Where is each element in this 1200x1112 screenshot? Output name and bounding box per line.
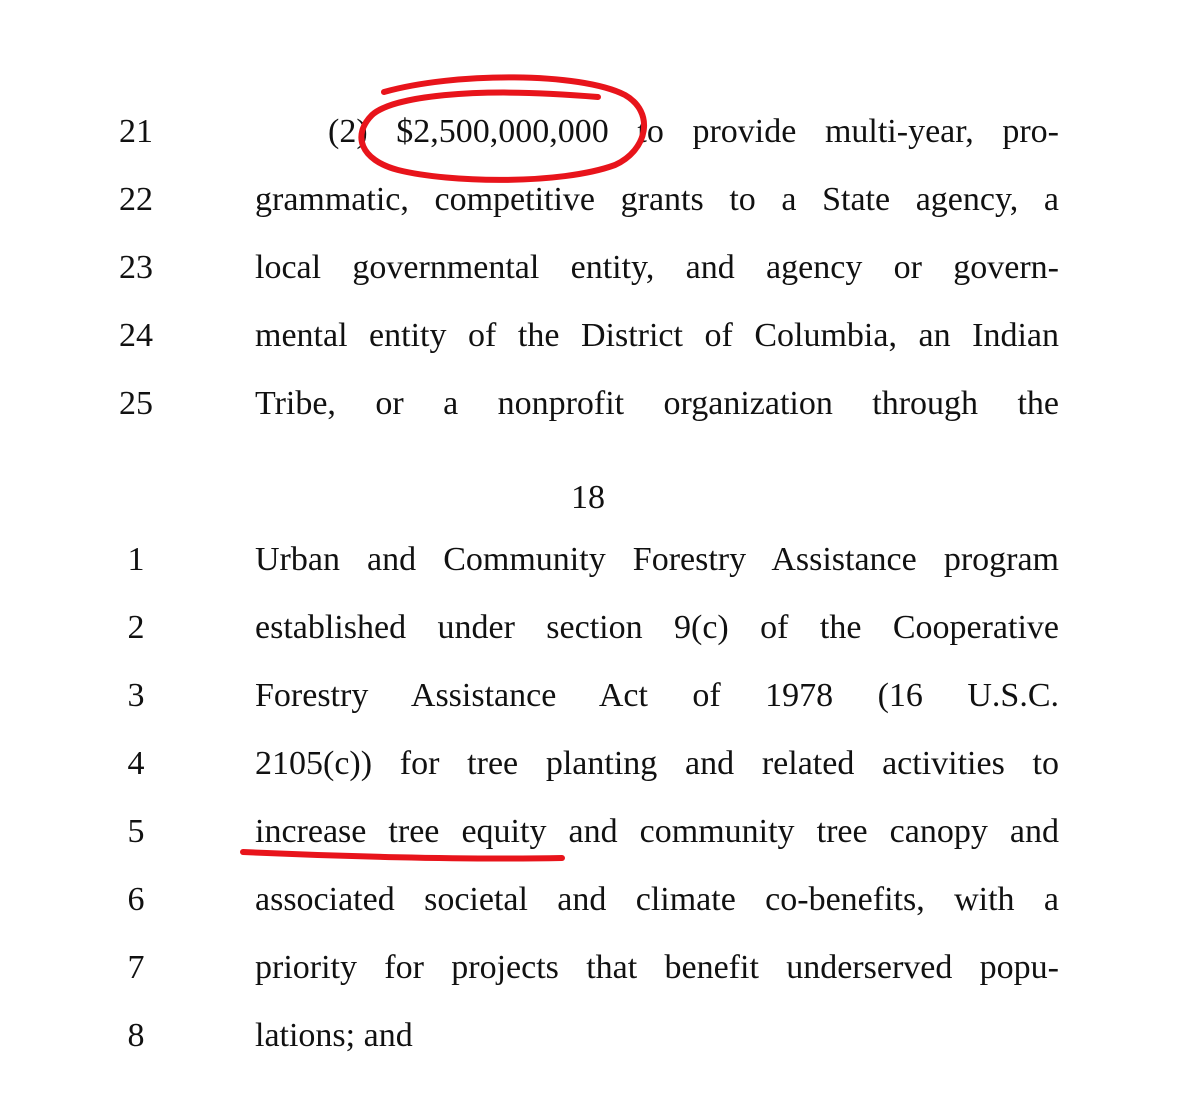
line-number: 4 bbox=[127, 745, 145, 782]
line-text: mental entity of the District of Columbia, an Indian bbox=[255, 317, 1059, 354]
line-number: 5 bbox=[127, 813, 145, 850]
line-text: 2105(c)) for tree planting and related activities to bbox=[255, 745, 1059, 782]
line-number: 23 bbox=[119, 249, 153, 286]
line-number: 3 bbox=[127, 677, 145, 714]
line-text: priority for projects that benefit underserved popu- bbox=[255, 949, 1059, 986]
line-5 bbox=[0, 798, 1200, 866]
line-6 bbox=[0, 866, 1200, 934]
line-number: 6 bbox=[127, 881, 145, 918]
line-8 bbox=[0, 1002, 1200, 1070]
line-22 bbox=[0, 166, 1200, 234]
line-text: Tribe, or a nonprofit organization through the bbox=[255, 385, 1059, 422]
line-7 bbox=[0, 934, 1200, 1002]
line-number: 25 bbox=[119, 385, 153, 422]
line-21 bbox=[0, 98, 1200, 166]
line-25 bbox=[0, 370, 1200, 438]
page-number: 18 bbox=[571, 479, 605, 516]
line-text: lations; and bbox=[255, 1017, 413, 1054]
line-1 bbox=[0, 526, 1200, 594]
line-number: 1 bbox=[127, 541, 145, 578]
line-number: 8 bbox=[127, 1017, 145, 1054]
line-text: increase tree equity and community tree canopy and bbox=[255, 813, 1059, 850]
line-number: 24 bbox=[119, 317, 153, 354]
line-number: 21 bbox=[119, 113, 153, 150]
line-text: Urban and Community Forestry Assistance program bbox=[255, 541, 1059, 578]
line-4 bbox=[0, 730, 1200, 798]
line-text: established under section 9(c) of the Cooperative bbox=[255, 609, 1059, 646]
line-number: 7 bbox=[127, 949, 145, 986]
line-text: grammatic, competitive grants to a State agency, a bbox=[255, 181, 1059, 218]
line-3 bbox=[0, 662, 1200, 730]
line-text: (2) $2,500,000,000 to provide multi-year, pro- bbox=[328, 113, 1059, 150]
line-2 bbox=[0, 594, 1200, 662]
line-text: local governmental entity, and agency or govern- bbox=[255, 249, 1059, 286]
line-24 bbox=[0, 302, 1200, 370]
line-text: Forestry Assistance Act of 1978 (16 U.S.C. bbox=[255, 677, 1059, 714]
line-23 bbox=[0, 234, 1200, 302]
line-number: 22 bbox=[119, 181, 153, 218]
line-number: 2 bbox=[127, 609, 145, 646]
line-text: associated societal and climate co-benefits, with a bbox=[255, 881, 1059, 918]
